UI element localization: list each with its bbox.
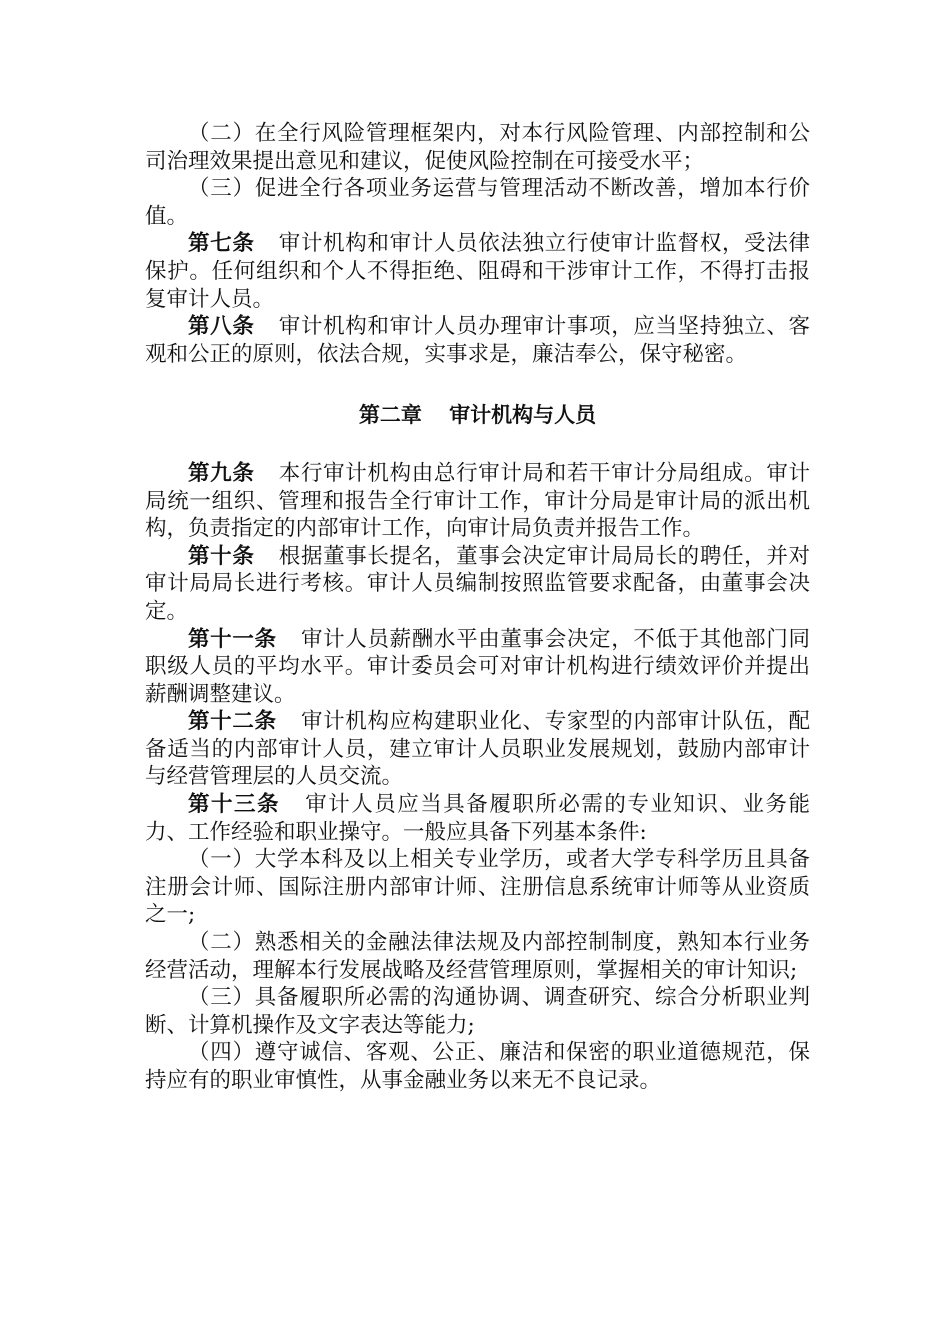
condition-item-4: （四）遵守诚信、客观、公正、廉洁和保密的职业道德规范，保持应有的职业审慎性，从事金融业务以来无不良记录。 <box>145 1040 810 1093</box>
article-8-text: 审计机构和审计人员办理审计事项，应当坚持独立、客观和公正的原则，依法合规，实事求是，廉洁奉公，保守秘密。 <box>145 314 810 367</box>
condition-item-3: （三）具备履职所必需的沟通协调、调查研究、综合分析职业判断、计算机操作及文字表达等能力; <box>145 985 810 1038</box>
document-page <box>145 120 810 1095</box>
article-10-label: 第十条 <box>188 543 255 569</box>
article-13 <box>145 791 810 846</box>
chapter-title: 审计机构与人员 <box>449 403 597 428</box>
article-11-text: 审计人员薪酬水平由董事会决定，不低于其他部门同职级人员的平均水平。审计委员会可对审计机构进行绩效评价并提出薪酬调整建议。 <box>145 626 810 707</box>
article-9 <box>145 460 810 543</box>
article-8-label: 第八条 <box>188 314 255 340</box>
paragraph-item-3: （三）促进全行各项业务运营与管理活动不断改善，增加本行价值。 <box>145 176 810 229</box>
paragraph-item-2: （二）在全行风险管理框架内，对本行风险管理、内部控制和公司治理效果提出意见和建议，促使风险控制在可接受水平； <box>145 121 810 174</box>
article-7 <box>145 230 810 313</box>
article-9-label: 第九条 <box>188 460 255 486</box>
article-12-label: 第十二条 <box>188 709 277 735</box>
article-10 <box>145 543 810 626</box>
chapter-heading <box>145 402 810 430</box>
article-7-text: 审计机构和审计人员依法独立行使审计监督权，受法律保护。任何组织和个人不得拒绝、阻碍和干涉审计工作，不得打击报复审计人员。 <box>145 231 810 312</box>
condition-item-2: （二）熟悉相关的金融法律法规及内部控制制度，熟知本行业务经营活动，理解本行发展战略及经营管理原则，掌握相关的审计知识; <box>145 930 810 983</box>
article-10-text: 根据董事长提名，董事会决定审计局局长的聘任，并对审计局局长进行考核。审计人员编制按照监管要求配备，由董事会决定。 <box>145 543 810 624</box>
article-11-label: 第十一条 <box>188 626 277 652</box>
article-12 <box>145 708 810 791</box>
condition-item-1: （一）大学本科及以上相关专业学历，或者大学专科学历且具备注册会计师、国际注册内部审计师、注册信息系统审计师等从业资质之一; <box>145 847 810 928</box>
article-9-text: 本行审计机构由总行审计局和若干审计分局组成。审计局统一组织、管理和报告全行审计工作，审计分局是审计局的派出机构，负责指定的内部审计工作，向审计局负责并报告工作。 <box>145 460 810 542</box>
chapter-number: 第二章 <box>358 403 422 428</box>
article-8 <box>145 313 810 368</box>
article-13-text: 审计人员应当具备履职所必需的专业知识、业务能力、工作经验和职业操守。一般应具备下列基本条件: <box>145 792 810 845</box>
article-7-label: 第七条 <box>188 231 255 257</box>
article-11 <box>145 626 810 709</box>
article-12-text: 审计机构应构建职业化、专家型的内部审计队伍，配备适当的内部审计人员，建立审计人员职业发展规划，鼓励内部审计与经营管理层的人员交流。 <box>145 709 810 790</box>
article-13-label: 第十三条 <box>188 792 281 818</box>
